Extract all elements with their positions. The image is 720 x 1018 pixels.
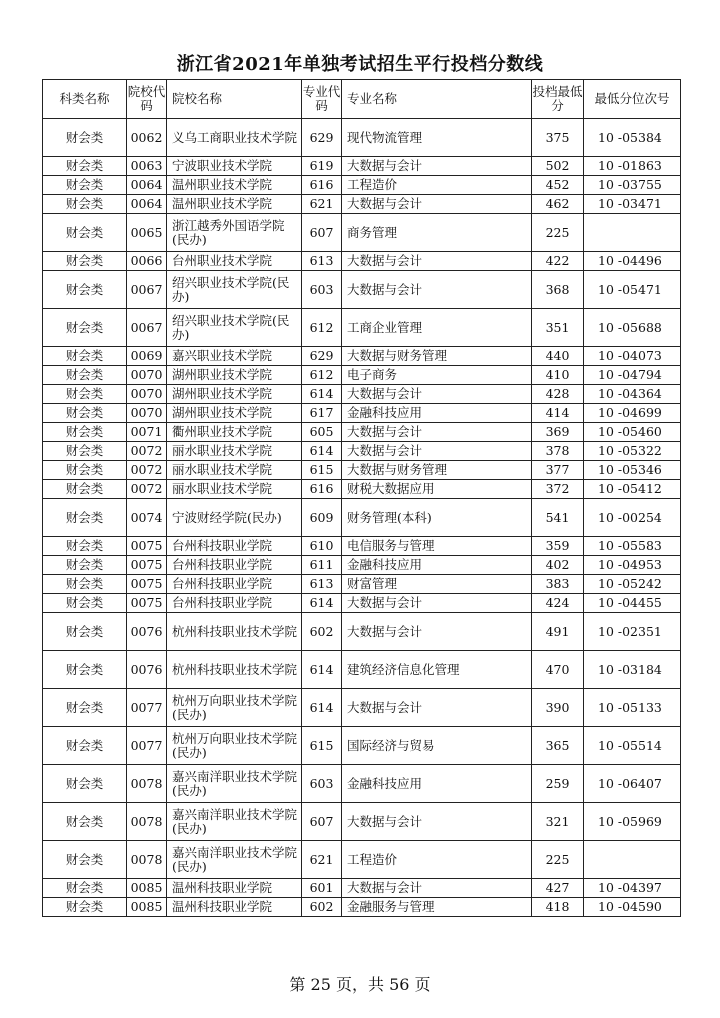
table-row — [43, 157, 681, 176]
table-body — [43, 119, 681, 917]
cell-school-name: 湖州职业技术学院 — [167, 385, 302, 404]
cell-min-rank: 10 -05133 — [584, 689, 681, 727]
table-row — [43, 727, 681, 765]
cell-major-code: 615 — [302, 727, 342, 765]
cell-min-score: 351 — [532, 309, 584, 347]
cell-category: 财会类 — [43, 879, 127, 898]
cell-category: 财会类 — [43, 157, 127, 176]
cell-major-name: 财富管理 — [342, 575, 532, 594]
cell-min-rank: 10 -05514 — [584, 727, 681, 765]
cell-major-code: 617 — [302, 404, 342, 423]
cell-major-name: 大数据与会计 — [342, 423, 532, 442]
cell-school-code: 0072 — [127, 442, 167, 461]
table-row — [43, 271, 681, 309]
cell-min-rank: 10 -05346 — [584, 461, 681, 480]
cell-school-code: 0075 — [127, 575, 167, 594]
cell-category: 财会类 — [43, 765, 127, 803]
cell-school-name: 台州科技职业学院 — [167, 575, 302, 594]
cell-min-score: 225 — [532, 841, 584, 879]
cell-major-code: 611 — [302, 556, 342, 575]
cell-major-code: 615 — [302, 461, 342, 480]
cell-school-code: 0066 — [127, 252, 167, 271]
cell-school-code: 0076 — [127, 651, 167, 689]
cell-min-score: 372 — [532, 480, 584, 499]
cell-min-rank: 10 -04794 — [584, 366, 681, 385]
cell-major-code: 621 — [302, 841, 342, 879]
cell-major-code: 603 — [302, 271, 342, 309]
cell-min-rank: 10 -05969 — [584, 803, 681, 841]
cell-category: 财会类 — [43, 841, 127, 879]
cell-min-rank: 10 -00254 — [584, 499, 681, 537]
cell-major-code: 612 — [302, 366, 342, 385]
cell-school-code: 0077 — [127, 727, 167, 765]
cell-school-name: 丽水职业技术学院 — [167, 461, 302, 480]
cell-min-rank: 10 -05471 — [584, 271, 681, 309]
footer-page-number: 25 — [310, 975, 331, 994]
cell-school-name: 温州科技职业学院 — [167, 879, 302, 898]
cell-school-code: 0078 — [127, 841, 167, 879]
cell-min-rank: 10 -05242 — [584, 575, 681, 594]
cell-major-code: 605 — [302, 423, 342, 442]
cell-min-rank: 10 -05384 — [584, 119, 681, 157]
cell-school-code: 0085 — [127, 879, 167, 898]
cell-school-name: 丽水职业技术学院 — [167, 480, 302, 499]
cell-min-rank: 10 -05583 — [584, 537, 681, 556]
table-row — [43, 461, 681, 480]
cell-major-name: 大数据与会计 — [342, 252, 532, 271]
cell-min-rank: 10 -03471 — [584, 195, 681, 214]
cell-min-score: 365 — [532, 727, 584, 765]
cell-school-code: 0064 — [127, 195, 167, 214]
cell-school-name: 台州科技职业学院 — [167, 537, 302, 556]
cell-school-name: 嘉兴南洋职业技术学院(民办) — [167, 803, 302, 841]
cell-category: 财会类 — [43, 404, 127, 423]
cell-category: 财会类 — [43, 442, 127, 461]
cell-major-code: 614 — [302, 385, 342, 404]
cell-school-code: 0072 — [127, 461, 167, 480]
cell-category: 财会类 — [43, 366, 127, 385]
table-row — [43, 366, 681, 385]
cell-category: 财会类 — [43, 347, 127, 366]
cell-category: 财会类 — [43, 613, 127, 651]
cell-major-name: 电子商务 — [342, 366, 532, 385]
cell-min-score: 321 — [532, 803, 584, 841]
cell-category: 财会类 — [43, 385, 127, 404]
cell-major-code: 629 — [302, 347, 342, 366]
cell-school-code: 0085 — [127, 898, 167, 917]
footer-mid: 页，共 — [335, 975, 384, 994]
table-row — [43, 252, 681, 271]
cell-min-score: 359 — [532, 537, 584, 556]
cell-min-rank: 10 -06407 — [584, 765, 681, 803]
cell-min-score: 428 — [532, 385, 584, 404]
cell-school-name: 台州科技职业学院 — [167, 594, 302, 613]
cell-major-name: 大数据与会计 — [342, 689, 532, 727]
cell-school-code: 0077 — [127, 689, 167, 727]
cell-school-code: 0078 — [127, 803, 167, 841]
table-row — [43, 499, 681, 537]
cell-school-code: 0067 — [127, 309, 167, 347]
cell-min-rank: 10 -05688 — [584, 309, 681, 347]
cell-min-rank: 10 -04496 — [584, 252, 681, 271]
header-category: 科类名称 — [43, 80, 127, 119]
cell-min-score: 452 — [532, 176, 584, 195]
cell-min-score: 390 — [532, 689, 584, 727]
cell-min-rank: 10 -05460 — [584, 423, 681, 442]
table-row — [43, 898, 681, 917]
cell-min-score: 378 — [532, 442, 584, 461]
cell-category: 财会类 — [43, 271, 127, 309]
cell-major-name: 建筑经济信息化管理 — [342, 651, 532, 689]
cell-major-name: 金融科技应用 — [342, 556, 532, 575]
cell-min-score: 418 — [532, 898, 584, 917]
cell-school-name: 浙江越秀外国语学院(民办) — [167, 214, 302, 252]
cell-school-code: 0065 — [127, 214, 167, 252]
cell-min-score: 383 — [532, 575, 584, 594]
cell-major-name: 大数据与会计 — [342, 803, 532, 841]
cell-major-code: 614 — [302, 442, 342, 461]
header-major-code: 专业代码 — [302, 80, 342, 119]
cell-school-code: 0072 — [127, 480, 167, 499]
cell-category: 财会类 — [43, 423, 127, 442]
table-row — [43, 841, 681, 879]
cell-school-code: 0075 — [127, 556, 167, 575]
cell-school-name: 杭州科技职业技术学院 — [167, 651, 302, 689]
cell-category: 财会类 — [43, 176, 127, 195]
cell-school-code: 0069 — [127, 347, 167, 366]
cell-min-rank — [584, 214, 681, 252]
cell-school-name: 杭州科技职业技术学院 — [167, 613, 302, 651]
cell-major-name: 现代物流管理 — [342, 119, 532, 157]
cell-school-name: 宁波财经学院(民办) — [167, 499, 302, 537]
cell-major-code: 601 — [302, 879, 342, 898]
cell-category: 财会类 — [43, 499, 127, 537]
cell-school-name: 丽水职业技术学院 — [167, 442, 302, 461]
cell-major-code: 607 — [302, 803, 342, 841]
cell-min-score: 427 — [532, 879, 584, 898]
cell-min-rank: 10 -05412 — [584, 480, 681, 499]
cell-school-name: 温州科技职业学院 — [167, 898, 302, 917]
cell-major-code: 602 — [302, 898, 342, 917]
cell-min-rank: 10 -03184 — [584, 651, 681, 689]
cell-school-code: 0070 — [127, 385, 167, 404]
cell-category: 财会类 — [43, 537, 127, 556]
table-row — [43, 442, 681, 461]
cell-major-name: 大数据与会计 — [342, 271, 532, 309]
cell-major-code: 610 — [302, 537, 342, 556]
cell-category: 财会类 — [43, 727, 127, 765]
cell-category: 财会类 — [43, 575, 127, 594]
table-row — [43, 195, 681, 214]
cell-school-name: 绍兴职业技术学院(民办) — [167, 309, 302, 347]
header-school-name: 院校名称 — [167, 80, 302, 119]
cell-major-code: 616 — [302, 176, 342, 195]
cell-major-code: 614 — [302, 689, 342, 727]
cell-min-rank: 10 -02351 — [584, 613, 681, 651]
cell-min-rank: 10 -04364 — [584, 385, 681, 404]
cell-min-score: 410 — [532, 366, 584, 385]
cell-major-name: 金融服务与管理 — [342, 898, 532, 917]
cell-major-name: 工商企业管理 — [342, 309, 532, 347]
table-row — [43, 613, 681, 651]
table-row — [43, 119, 681, 157]
table-row — [43, 651, 681, 689]
cell-min-score: 440 — [532, 347, 584, 366]
cell-major-name: 大数据与会计 — [342, 195, 532, 214]
table-row — [43, 575, 681, 594]
cell-major-name: 商务管理 — [342, 214, 532, 252]
cell-major-code: 603 — [302, 765, 342, 803]
cell-school-name: 台州职业技术学院 — [167, 252, 302, 271]
cell-school-code: 0067 — [127, 271, 167, 309]
cell-major-name: 大数据与会计 — [342, 613, 532, 651]
table-row — [43, 480, 681, 499]
cell-school-name: 台州科技职业学院 — [167, 556, 302, 575]
cell-major-code: 621 — [302, 195, 342, 214]
cell-min-score: 502 — [532, 157, 584, 176]
cell-category: 财会类 — [43, 195, 127, 214]
cell-school-name: 宁波职业技术学院 — [167, 157, 302, 176]
cell-school-name: 杭州万向职业技术学院(民办) — [167, 689, 302, 727]
table-row — [43, 347, 681, 366]
cell-major-code: 613 — [302, 575, 342, 594]
cell-category: 财会类 — [43, 480, 127, 499]
cell-school-code: 0075 — [127, 537, 167, 556]
cell-school-code: 0074 — [127, 499, 167, 537]
table-row — [43, 423, 681, 442]
header-major-name: 专业名称 — [342, 80, 532, 119]
cell-major-code: 602 — [302, 613, 342, 651]
table-row — [43, 214, 681, 252]
cell-min-score: 402 — [532, 556, 584, 575]
table-row — [43, 689, 681, 727]
cell-school-name: 温州职业技术学院 — [167, 176, 302, 195]
page-title: 浙江省2021年单独考试招生平行投档分数线 — [176, 54, 544, 75]
cell-school-name: 绍兴职业技术学院(民办) — [167, 271, 302, 309]
cell-min-score: 462 — [532, 195, 584, 214]
footer-suffix: 页 — [414, 975, 431, 994]
cell-school-name: 衢州职业技术学院 — [167, 423, 302, 442]
cell-major-name: 金融科技应用 — [342, 404, 532, 423]
cell-school-name: 嘉兴南洋职业技术学院(民办) — [167, 765, 302, 803]
table-row — [43, 594, 681, 613]
cell-category: 财会类 — [43, 651, 127, 689]
cell-major-code: 612 — [302, 309, 342, 347]
cell-school-code: 0071 — [127, 423, 167, 442]
cell-major-name: 财税大数据应用 — [342, 480, 532, 499]
cell-school-code: 0064 — [127, 176, 167, 195]
cell-min-rank: 10 -04590 — [584, 898, 681, 917]
table-row — [43, 537, 681, 556]
cell-category: 财会类 — [43, 898, 127, 917]
cell-min-rank: 10 -04455 — [584, 594, 681, 613]
cell-category: 财会类 — [43, 252, 127, 271]
cell-min-score: 424 — [532, 594, 584, 613]
cell-major-name: 工程造价 — [342, 841, 532, 879]
cell-major-name: 大数据与财务管理 — [342, 347, 532, 366]
cell-min-score: 541 — [532, 499, 584, 537]
cell-major-name: 国际经济与贸易 — [342, 727, 532, 765]
cell-min-score: 375 — [532, 119, 584, 157]
cell-school-code: 0078 — [127, 765, 167, 803]
cell-category: 财会类 — [43, 119, 127, 157]
cell-min-rank: 10 -03755 — [584, 176, 681, 195]
cell-major-name: 财务管理(本科) — [342, 499, 532, 537]
cell-major-code: 613 — [302, 252, 342, 271]
cell-school-code: 0062 — [127, 119, 167, 157]
footer-total-pages: 56 — [389, 975, 410, 994]
cell-category: 财会类 — [43, 309, 127, 347]
cell-min-score: 414 — [532, 404, 584, 423]
cell-school-name: 嘉兴南洋职业技术学院(民办) — [167, 841, 302, 879]
cell-school-name: 湖州职业技术学院 — [167, 366, 302, 385]
cell-school-name: 义乌工商职业技术学院 — [167, 119, 302, 157]
cell-min-rank: 10 -04953 — [584, 556, 681, 575]
cell-school-code: 0070 — [127, 404, 167, 423]
cell-min-rank: 10 -01863 — [584, 157, 681, 176]
table-row — [43, 765, 681, 803]
cell-category: 财会类 — [43, 556, 127, 575]
cell-major-name: 大数据与会计 — [342, 594, 532, 613]
table-row — [43, 176, 681, 195]
cell-min-score: 259 — [532, 765, 584, 803]
cell-major-name: 大数据与会计 — [342, 879, 532, 898]
score-table — [42, 79, 681, 917]
cell-min-score: 368 — [532, 271, 584, 309]
cell-category: 财会类 — [43, 689, 127, 727]
cell-major-code: 629 — [302, 119, 342, 157]
cell-major-code: 607 — [302, 214, 342, 252]
cell-min-rank: 10 -04073 — [584, 347, 681, 366]
table-row — [43, 385, 681, 404]
cell-major-name: 工程造价 — [342, 176, 532, 195]
page-footer — [0, 972, 720, 995]
table-row — [43, 803, 681, 841]
cell-school-code: 0070 — [127, 366, 167, 385]
cell-major-name: 大数据与会计 — [342, 385, 532, 404]
header-min-rank: 最低分位次号 — [584, 80, 681, 119]
cell-school-name: 杭州万向职业技术学院(民办) — [167, 727, 302, 765]
cell-major-code: 614 — [302, 651, 342, 689]
cell-school-code: 0063 — [127, 157, 167, 176]
cell-major-code: 609 — [302, 499, 342, 537]
cell-category: 财会类 — [43, 803, 127, 841]
cell-min-score: 377 — [532, 461, 584, 480]
cell-school-name: 嘉兴职业技术学院 — [167, 347, 302, 366]
cell-min-rank: 10 -04397 — [584, 879, 681, 898]
header-school-code: 院校代码 — [127, 80, 167, 119]
cell-category: 财会类 — [43, 594, 127, 613]
cell-school-code: 0075 — [127, 594, 167, 613]
cell-school-code: 0076 — [127, 613, 167, 651]
cell-min-score: 470 — [532, 651, 584, 689]
table-row — [43, 556, 681, 575]
cell-min-score: 225 — [532, 214, 584, 252]
cell-min-score: 491 — [532, 613, 584, 651]
cell-category: 财会类 — [43, 214, 127, 252]
cell-major-name: 电信服务与管理 — [342, 537, 532, 556]
table-header-row — [43, 80, 681, 119]
cell-school-name: 温州职业技术学院 — [167, 195, 302, 214]
cell-min-rank — [584, 841, 681, 879]
cell-major-name: 金融科技应用 — [342, 765, 532, 803]
cell-major-code: 616 — [302, 480, 342, 499]
cell-min-rank: 10 -04699 — [584, 404, 681, 423]
cell-major-name: 大数据与会计 — [342, 157, 532, 176]
table-row — [43, 404, 681, 423]
cell-school-name: 湖州职业技术学院 — [167, 404, 302, 423]
table-row — [43, 879, 681, 898]
cell-major-code: 614 — [302, 594, 342, 613]
cell-major-name: 大数据与财务管理 — [342, 461, 532, 480]
cell-major-code: 619 — [302, 157, 342, 176]
cell-min-rank: 10 -05322 — [584, 442, 681, 461]
cell-min-score: 422 — [532, 252, 584, 271]
header-min-score: 投档最低分 — [532, 80, 584, 119]
cell-category: 财会类 — [43, 461, 127, 480]
footer-prefix: 第 — [289, 975, 306, 994]
cell-min-score: 369 — [532, 423, 584, 442]
cell-major-name: 大数据与会计 — [342, 442, 532, 461]
table-row — [43, 309, 681, 347]
